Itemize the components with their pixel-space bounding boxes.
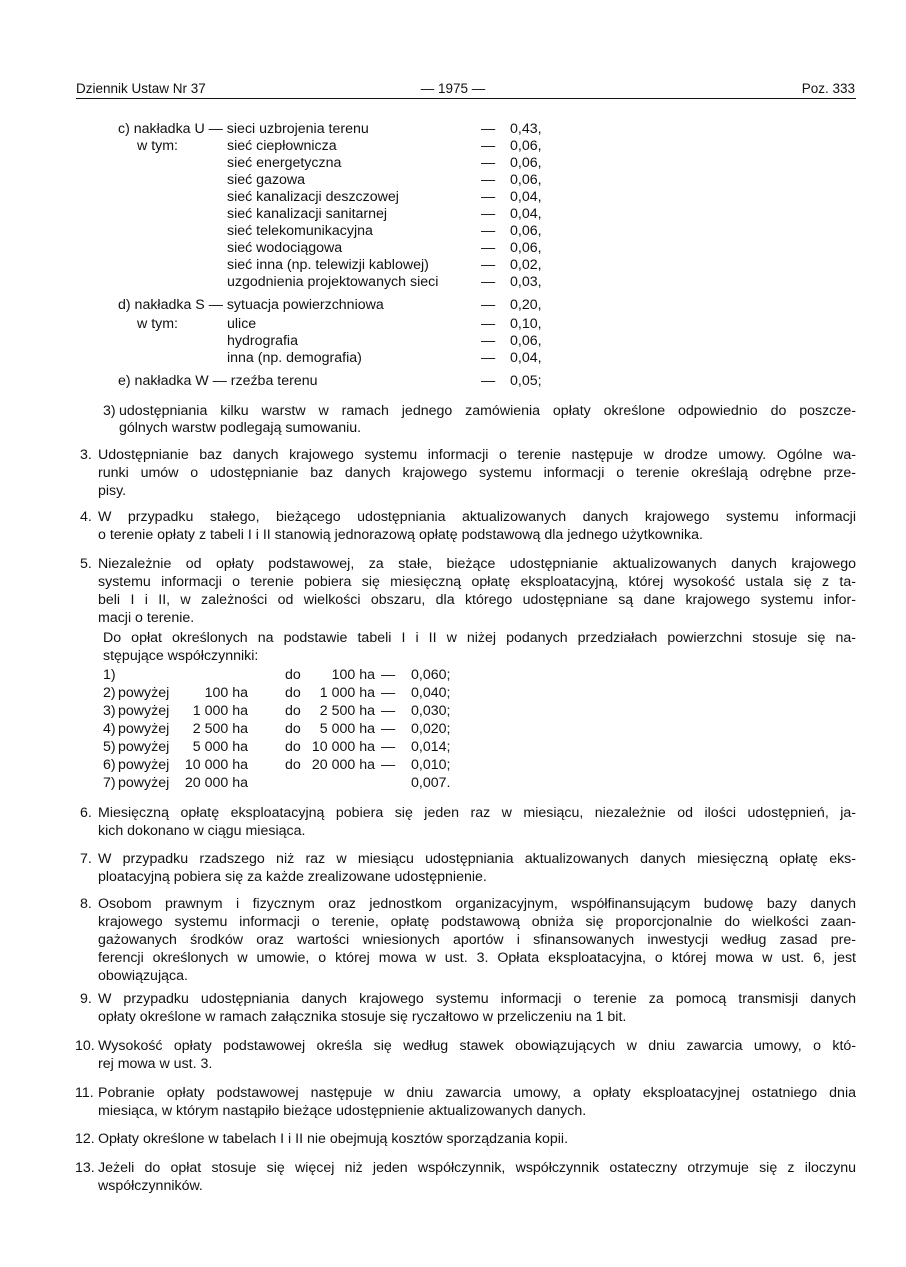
- overlay-value: 0,04,: [510, 350, 542, 366]
- coefficient-row: [0, 702, 906, 720]
- overlay-heading: c) nakładka U — sieci uzbrojenia terenu: [118, 121, 369, 137]
- numbered-item-line: W przypadku rzadszego niż raz w miesiącu udostępniania aktualizowanych danych miesięczną opłatę eks-: [98, 851, 856, 867]
- coef-to-value: 10 000 ha: [311, 739, 375, 755]
- overlay-network-name: sieć telekomunikacyjna: [227, 223, 373, 239]
- overlay-network-name: sieć kanalizacji deszczowej: [227, 189, 399, 205]
- overlay-row: [0, 189, 906, 206]
- numbered-item-line: Wysokość opłaty podstawowej określa się według stawek obowiązujących w dniu zawarcia umowy, o któ-: [98, 1038, 856, 1054]
- overlay-dash: —: [481, 240, 496, 256]
- numbered-item-number: 12.: [75, 1131, 95, 1147]
- position-number: Poz. 333: [801, 81, 855, 96]
- numbered-item-line: runki umów o udostępnianie baz danych krajowego systemu informacji o terenie określają odrębne prze-: [98, 465, 856, 481]
- coefficient-row: [0, 738, 906, 756]
- coef-from-value: 10 000 ha: [184, 757, 248, 773]
- overlay-row: [0, 155, 906, 172]
- coef-value: 0,007.: [411, 775, 451, 791]
- coef-from-value: 5 000 ha: [192, 739, 248, 755]
- numbered-item-line: Niezależnie od opłaty podstawowej, za stałe, bieżące udostępnianie aktualizowanych danych krajowego: [98, 556, 856, 572]
- overlay-dash: —: [481, 155, 496, 171]
- coef-dash: —: [381, 757, 396, 773]
- overlay-dash: —: [481, 223, 496, 239]
- overlay-row: [0, 316, 906, 333]
- numbered-item-line: kich dokonano w ciągu miesiąca.: [98, 823, 306, 839]
- overlay-row: [0, 350, 906, 367]
- overlay-value: 0,06,: [510, 240, 542, 256]
- page-number: — 1975 —: [420, 81, 486, 96]
- numbered-item-line: obowiązująca.: [98, 968, 188, 984]
- numbered-item-line: ploatacyjną pobiera się za każde zrealizowane udostępnienie.: [98, 869, 487, 885]
- coef-to-word: do: [285, 703, 301, 719]
- coef-from-value: 1 000 ha: [192, 703, 248, 719]
- overlay-heading: d) nakładka S — sytuacja powierzchniowa: [118, 297, 384, 313]
- overlay-network-name: sieć ciepłownicza: [227, 138, 337, 154]
- coef-value: 0,060;: [411, 667, 451, 683]
- overlay-dash: —: [481, 297, 496, 313]
- overlay-network-name: sieć wodociągowa: [227, 240, 343, 256]
- numbered-item-number: 9.: [80, 991, 92, 1007]
- coef-value: 0,040;: [411, 685, 451, 701]
- coef-to-value: 2 500 ha: [319, 703, 375, 719]
- overlay-row: [0, 373, 906, 390]
- overlay-network-name: uzgodnienia projektowanych sieci: [227, 274, 439, 290]
- coef-to-word: do: [285, 685, 301, 701]
- coefficient-row: [0, 774, 906, 792]
- overlay-network-name: sieć energetyczna: [227, 155, 342, 171]
- numbered-item-line: systemu informacji o terenie pobiera się miesięczną opłatę eksploatacyjną, której wysokość ustala się z ta-: [98, 574, 856, 590]
- overlay-subheading: w tym:: [137, 316, 178, 332]
- overlay-row: [0, 206, 906, 223]
- numbered-item-line: o terenie opłaty z tabeli I i II stanowią jednorazową opłatę podstawową dla jednego użytkownika.: [98, 527, 703, 543]
- coef-index: 5): [103, 739, 116, 755]
- overlay-row: [0, 297, 906, 314]
- overlay-dash: —: [481, 274, 496, 290]
- overlay-row: [0, 240, 906, 257]
- overlay-dash: —: [481, 373, 496, 389]
- overlay-dash: —: [481, 316, 496, 332]
- overlay-network-name: inna (np. demografia): [227, 350, 362, 366]
- overlay-value: 0,05;: [510, 373, 542, 389]
- numbered-item-line: rej mowa w ust. 3.: [98, 1056, 213, 1072]
- overlay-dash: —: [481, 206, 496, 222]
- coefficient-row: [0, 756, 906, 774]
- overlay-dash: —: [481, 257, 496, 273]
- overlay-value: 0,04,: [510, 189, 542, 205]
- header-divider: [76, 98, 856, 99]
- overlay-row: [0, 223, 906, 240]
- coef-to-value: 5 000 ha: [319, 721, 375, 737]
- coef-index: 2): [103, 685, 116, 701]
- overlay-value: 0,43,: [510, 121, 542, 137]
- overlay-dash: —: [481, 189, 496, 205]
- coef-index: 4): [103, 721, 116, 737]
- overlay-subheading: w tym:: [137, 138, 178, 154]
- coef-from-value: 2 500 ha: [192, 721, 248, 737]
- numbered-item-line: W przypadku stałego, bieżącego udostępniania aktualizowanych danych krajowego systemu informacji: [98, 509, 856, 525]
- overlay-row: [0, 274, 906, 291]
- overlay-dash: —: [481, 333, 496, 349]
- subpoint-line: gólnych warstw podlegają sumowaniu.: [119, 420, 362, 436]
- numbered-item-line: krajowego systemu informacji o terenie, opłatę podstawową obniża się proporcjonalnie do wielkości zaan-: [98, 914, 856, 930]
- coef-index: 1): [103, 667, 116, 683]
- coef-value: 0,030;: [411, 703, 451, 719]
- numbered-item-line: macji o terenie.: [98, 610, 195, 626]
- overlay-value: 0,06,: [510, 333, 542, 349]
- coef-from-word: powyżej: [118, 757, 170, 773]
- coef-value: 0,020;: [411, 721, 451, 737]
- overlay-row: [0, 172, 906, 189]
- numbered-item-line: beli I i II, w zależności od wielkości obszaru, dla którego udostępniane są dane krajowego systemu infor-: [98, 592, 856, 608]
- coef-dash: —: [381, 721, 396, 737]
- coefficient-row: [0, 666, 906, 684]
- journal-title: Dziennik Ustaw Nr 37: [76, 81, 206, 96]
- numbered-item-line: Jeżeli do opłat stosuje się więcej niż jeden współczynnik, współczynnik ostateczny otrzymuje się z iloczynu: [98, 1160, 856, 1176]
- numbered-item-number: 4.: [80, 509, 92, 525]
- overlay-network-name: sieć kanalizacji sanitarnej: [227, 206, 388, 222]
- overlay-value: 0,06,: [510, 172, 542, 188]
- numbered-item-number: 10.: [75, 1038, 95, 1054]
- coef-index: 7): [103, 775, 116, 791]
- coef-dash: —: [381, 667, 396, 683]
- numbered-item-line: Miesięczną opłatę eksploatacyjną pobiera się jeden raz w miesiącu, niezależnie od ilości udostępnień, ja-: [98, 805, 856, 821]
- coef-value: 0,010;: [411, 757, 451, 773]
- coef-to-word: do: [285, 667, 301, 683]
- numbered-item-line: współczynników.: [98, 1178, 203, 1194]
- overlay-value: 0,06,: [510, 138, 542, 154]
- numbered-item-line: W przypadku udostępniania danych krajowego systemu informacji o terenie za pomocą transmisji danych: [98, 991, 856, 1007]
- numbered-item-number: 13.: [75, 1160, 95, 1176]
- numbered-item-number: 3.: [80, 447, 92, 463]
- subpoint-number: 3): [103, 403, 116, 419]
- numbered-item-line: miesiąca, w którym nastąpiło bieżące udostępnienie aktualizowanych danych.: [98, 1103, 587, 1119]
- coef-dash: —: [381, 685, 396, 701]
- overlay-dash: —: [481, 172, 496, 188]
- overlay-value: 0,06,: [510, 155, 542, 171]
- numbered-item-line: opłaty określone w ramach załącznika stosuje się ryczałtowo w przeliczeniu na 1 bit.: [98, 1009, 627, 1025]
- coef-from-word: powyżej: [118, 775, 170, 791]
- numbered-item-number: 7.: [80, 851, 92, 867]
- coef-to-value: 20 000 ha: [311, 757, 375, 773]
- coef-to-word: do: [285, 721, 301, 737]
- overlay-network-name: sieć gazowa: [227, 172, 306, 188]
- overlay-network-name: sieć inna (np. telewizji kablowej): [227, 257, 429, 273]
- coefficient-row: [0, 720, 906, 738]
- numbered-item-line: ferencji określonych w umowie, o której mowa w ust. 3. Opłata eksploatacyjna, o której mowa w ust. 6, jest: [98, 950, 856, 966]
- coef-index: 3): [103, 703, 116, 719]
- coef-from-value: 20 000 ha: [184, 775, 248, 791]
- item5-extra-line: Do opłat określonych na podstawie tabeli I i II w niżej podanych przedziałach powierzchni stosuje się na-: [103, 630, 856, 646]
- coef-from-word: powyżej: [118, 739, 170, 755]
- numbered-item-number: 6.: [80, 805, 92, 821]
- coef-from-word: powyżej: [118, 685, 170, 701]
- coef-dash: —: [381, 739, 396, 755]
- coefficient-row: [0, 684, 906, 702]
- overlay-value: 0,06,: [510, 223, 542, 239]
- numbered-item-number: 5.: [80, 556, 92, 572]
- overlay-row: [0, 333, 906, 350]
- coef-index: 6): [103, 757, 116, 773]
- overlay-row: [0, 257, 906, 274]
- subpoint-line: udostępniania kilku warstw w ramach jednego zamówienia opłaty określone odpowiednio do poszcze-: [119, 403, 856, 419]
- overlay-value: 0,10,: [510, 316, 542, 332]
- overlay-row: [0, 121, 906, 138]
- overlay-dash: —: [481, 138, 496, 154]
- coef-value: 0,014;: [411, 739, 451, 755]
- overlay-heading: e) nakładka W — rzeźba terenu: [118, 373, 318, 389]
- overlay-value: 0,20,: [510, 297, 542, 313]
- numbered-item-number: 8.: [80, 896, 92, 912]
- numbered-item-line: Pobranie opłaty podstawowej następuje w dniu zawarcia umowy, a opłaty eksploatacyjnej ostatniego dnia: [98, 1085, 856, 1101]
- overlay-row: [0, 138, 906, 155]
- overlay-network-name: ulice: [227, 316, 257, 332]
- coef-from-word: powyżej: [118, 703, 170, 719]
- coef-from-value: 100 ha: [204, 685, 248, 701]
- overlay-value: 0,03,: [510, 274, 542, 290]
- numbered-item-line: Osobom prawnym i fizycznym oraz jednostkom organizacyjnym, współfinansującym budowę bazy danych: [98, 896, 856, 912]
- coef-to-value: 100 ha: [331, 667, 375, 683]
- overlay-dash: —: [481, 350, 496, 366]
- overlay-value: 0,02,: [510, 257, 542, 273]
- coef-to-word: do: [285, 739, 301, 755]
- overlay-value: 0,04,: [510, 206, 542, 222]
- coef-from-word: powyżej: [118, 721, 170, 737]
- numbered-item-line: Opłaty określone w tabelach I i II nie obejmują kosztów sporządzania kopii.: [98, 1131, 569, 1147]
- numbered-item-line: pisy.: [98, 483, 127, 499]
- numbered-item-line: Udostępnianie baz danych krajowego systemu informacji o terenie następuje w drodze umowy. Ogólne wa-: [98, 447, 856, 463]
- overlay-network-name: hydrografia: [227, 333, 298, 349]
- coef-dash: —: [381, 703, 396, 719]
- overlay-dash: —: [481, 121, 496, 137]
- numbered-item-line: gażowanych środków oraz wartości wniesionych aportów i sfinansowanych inwestycji według zasad pre-: [98, 932, 856, 948]
- coef-to-value: 1 000 ha: [319, 685, 375, 701]
- item5-extra-line: stępujące współczynniki:: [103, 648, 259, 664]
- numbered-item-number: 11.: [75, 1085, 94, 1101]
- coef-to-word: do: [285, 757, 301, 773]
